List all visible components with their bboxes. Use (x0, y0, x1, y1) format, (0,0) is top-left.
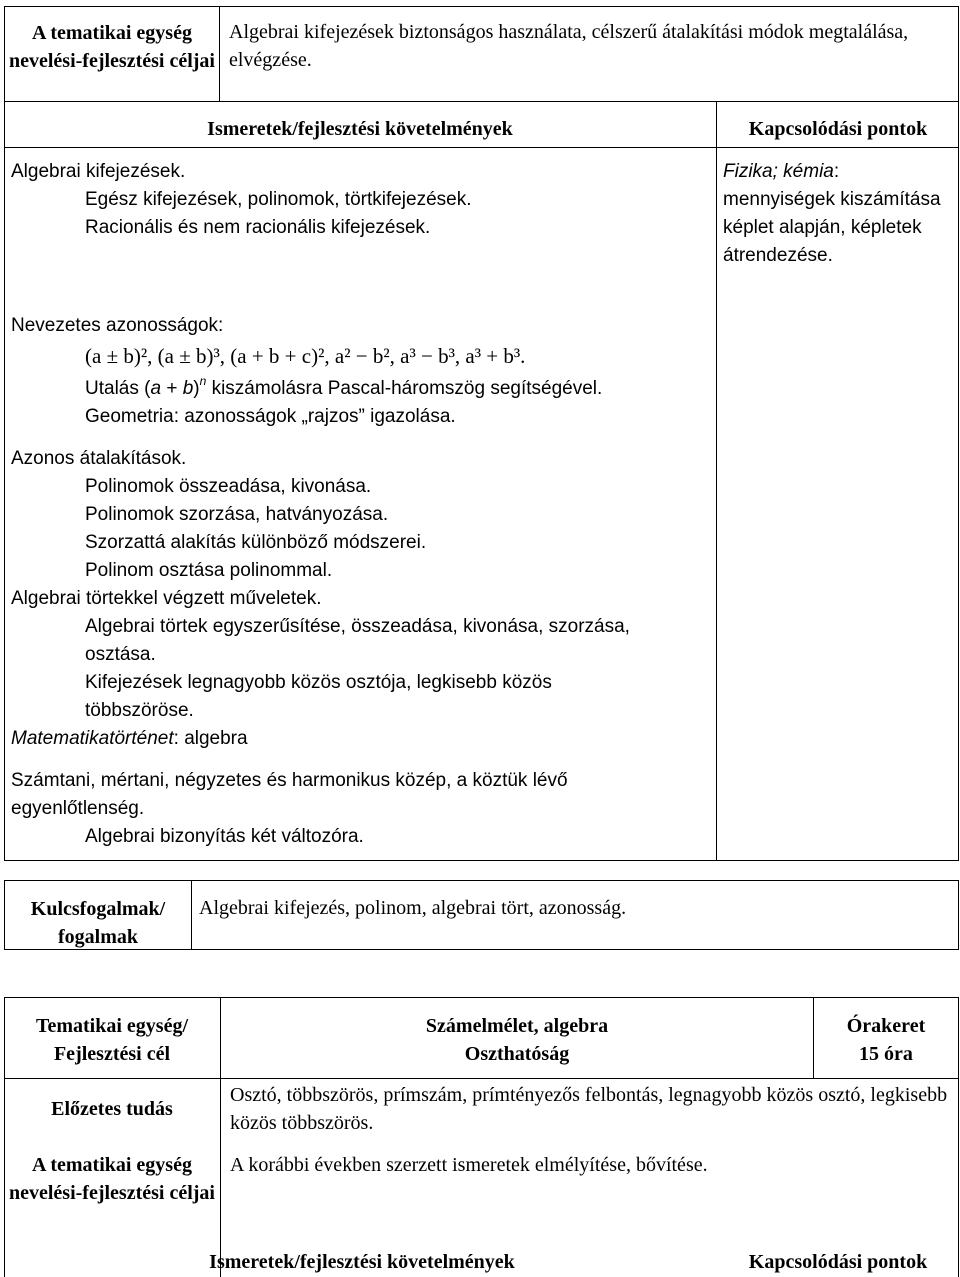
goals-label: A tematikai egység nevelési-fejlesztési céljai (8, 22, 215, 72)
connections-subjects: Fizika; kémia (723, 161, 834, 182)
keywords-text: Algebrai kifejezés, polinom, algebrai tört, azonosság. (199, 897, 627, 919)
content-line: Matematikatörténet: algebra (11, 728, 248, 749)
connections-text: : mennyiségek kiszámítása képlet alapján, képletek átrendezése. (723, 161, 941, 266)
content-line: Algebrai kifejezések. (11, 161, 186, 182)
prior-knowledge-label: Előzetes tudás (51, 1098, 173, 1120)
content-line: Racionális és nem racionális kifejezések. (85, 217, 431, 238)
content-line: Algebrai bizonyítás két változóra. (85, 826, 364, 847)
content-line: Polinom osztása polinommal. (85, 560, 333, 581)
content-line: Geometria: azonosságok „rajzos” igazolása. (85, 406, 456, 427)
content-line: többszöröse. (85, 700, 194, 721)
requirements-header-2: Ismeretek/fejlesztési követelmények (209, 1251, 515, 1273)
content-line: egyenlőtlenség. (11, 798, 145, 819)
goals-text: Algebrai kifejezések biztonságos használata, célszerű átalakítási módok megtalálása, elvégzése. (229, 21, 909, 71)
connections-header-2: Kapcsolódási pontok (748, 1251, 928, 1273)
content-line: Algebrai törtek egyszerűsítése, összeadása, kivonása, szorzása, (85, 616, 630, 637)
keywords-label: Kulcsfogalmak/ fogalmak (30, 898, 166, 948)
requirements-header: Ismeretek/fejlesztési követelmények (207, 118, 513, 140)
content-line: Azonos átalakítások. (11, 448, 187, 469)
connections-cell (723, 158, 953, 270)
unit-subtitle: Oszthatóság (464, 1043, 570, 1065)
unit-label: Tematikai egység/ Fejlesztési cél (35, 1015, 189, 1065)
hours-label: Órakeret (846, 1015, 926, 1037)
prior-knowledge-text: Osztó, többszörös, prímszám, prímtényezős felbontás, legnagyobb közös osztó, legkisebb közös többszörös. (230, 1084, 948, 1134)
content-line: Egész kifejezések, polinomok, törtkifejezések. (85, 189, 472, 210)
content-line: osztása. (85, 644, 156, 665)
goals-text-2: A korábbi években szerzett ismeretek elmélyítése, bővítése. (230, 1154, 708, 1176)
content-line: Számtani, mértani, négyzetes és harmonikus közép, a köztük lévő (11, 770, 568, 791)
content-line: Kifejezések legnagyobb közös osztója, legkisebb közös (85, 672, 552, 693)
content-line: Polinomok összeadása, kivonása. (85, 476, 372, 497)
content-line: Nevezetes azonosságok: (11, 315, 224, 336)
content-line: Algebrai törtekkel végzett műveletek. (11, 588, 322, 609)
hours-value: 15 óra (859, 1043, 913, 1065)
content-line: Polinomok szorzása, hatványozása. (85, 504, 389, 525)
connections-header: Kapcsolódási pontok (748, 118, 928, 140)
identities-formula: (a ± b)², (a ± b)³, (a + b + c)², a² − b², a³ − b³, a³ + b³. (85, 344, 526, 368)
content-line: Szorzattá alakítás különböző módszerei. (85, 532, 427, 553)
unit-title: Számelmélet, algebra (425, 1015, 609, 1037)
content-line: Utalás $(a + b)^n$ kiszámolásra Pascal-háromszög segítségével. (85, 374, 603, 399)
goals-label-2: A tematikai egység nevelési-fejlesztési céljai (8, 1154, 215, 1204)
